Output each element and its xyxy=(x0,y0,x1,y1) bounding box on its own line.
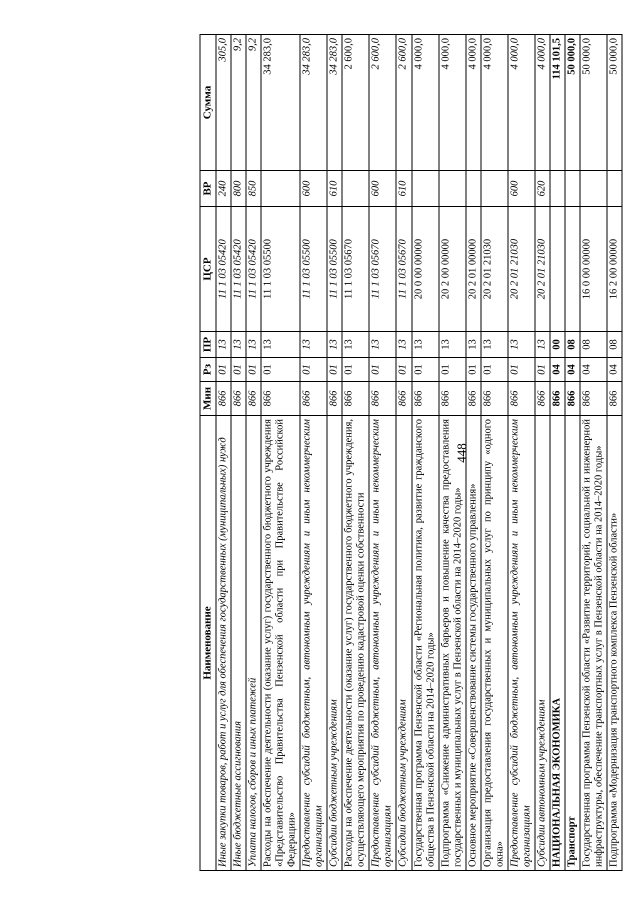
header-csr: ЦСР xyxy=(200,207,216,332)
cell-sum: 4 000,0 xyxy=(480,35,507,171)
cell-sum: 4 000,0 xyxy=(507,35,534,171)
table-header-row xyxy=(200,35,216,871)
cell-rz: 01 xyxy=(300,358,327,382)
table-row xyxy=(230,35,245,871)
cell-pr: 13 xyxy=(411,332,438,358)
cell-csr: 11 1 03 05670 xyxy=(396,207,411,332)
cell-vr xyxy=(607,171,622,207)
cell-rz: 04 xyxy=(580,358,607,382)
cell-sum: 9,2 xyxy=(245,35,260,171)
table-row xyxy=(550,35,565,871)
cell-pr: 13 xyxy=(230,332,245,358)
cell-name: Субсидии бюджетным учреждениям xyxy=(327,416,342,871)
cell-csr: 11 1 03 05670 xyxy=(342,207,369,332)
cell-sum: 2 600,0 xyxy=(369,35,396,171)
table-row xyxy=(342,35,369,871)
cell-name: Предоставление субсидий бюджетным, автономным учреждениям и иным некоммерческим организациям xyxy=(507,416,534,871)
cell-min: 866 xyxy=(396,382,411,416)
cell-vr xyxy=(342,171,369,207)
table-row xyxy=(607,35,622,871)
table-row xyxy=(507,35,534,871)
table-row xyxy=(369,35,396,871)
cell-csr: 20 2 01 21030 xyxy=(535,207,550,332)
cell-rz: 04 xyxy=(565,358,580,382)
cell-rz: 01 xyxy=(369,358,396,382)
cell-pr: 13 xyxy=(396,332,411,358)
cell-vr: 850 xyxy=(245,171,260,207)
cell-sum: 34 283,0 xyxy=(327,35,342,171)
cell-name: Субсидии бюджетным учреждениям xyxy=(396,416,411,871)
cell-min: 866 xyxy=(607,382,622,416)
cell-csr: 20 2 00 00000 xyxy=(438,207,465,332)
cell-name: Предоставление субсидий бюджетным, автономным учреждениям и иным некоммерческим организациям xyxy=(369,416,396,871)
cell-min: 866 xyxy=(260,382,299,416)
cell-csr: 20 2 01 21030 xyxy=(480,207,507,332)
cell-min: 866 xyxy=(300,382,327,416)
cell-rz: 01 xyxy=(215,358,230,382)
cell-min: 866 xyxy=(327,382,342,416)
cell-name: Государственная программа Пензенской области «Региональная политика, развитие гражданского общества в Пензенской области на 2014–2020 годы» xyxy=(411,416,438,871)
cell-vr xyxy=(260,171,299,207)
cell-min: 866 xyxy=(245,382,260,416)
cell-rz: 01 xyxy=(342,358,369,382)
cell-min: 866 xyxy=(580,382,607,416)
cell-csr: 16 0 00 00000 xyxy=(580,207,607,332)
cell-name: Подпрограмма «Снижение административных барьеров и повышение качества предоставления государственных и муниципальных услуг в Пензенской области на 2014–2020 годы» xyxy=(438,416,465,871)
cell-name: Государственная программа Пензенской области «Развитие территорий, социальной и инженерной инфраструктуры, обеспечение транспортных услуг в Пензенской области на 2014–2020 годы» xyxy=(580,416,607,871)
cell-sum: 50 000,0 xyxy=(565,35,580,171)
cell-name: Транспорт xyxy=(565,416,580,871)
cell-sum: 2 600,0 xyxy=(342,35,369,171)
page-number: 448 xyxy=(454,443,469,463)
table-row xyxy=(480,35,507,871)
cell-vr: 600 xyxy=(300,171,327,207)
cell-pr: 13 xyxy=(245,332,260,358)
cell-pr: 08 xyxy=(580,332,607,358)
cell-vr: 240 xyxy=(215,171,230,207)
cell-rz: 04 xyxy=(607,358,622,382)
table-row xyxy=(535,35,550,871)
cell-csr: 20 0 00 00000 xyxy=(411,207,438,332)
cell-sum: 4 000,0 xyxy=(535,35,550,171)
cell-rz: 01 xyxy=(438,358,465,382)
cell-vr xyxy=(465,171,480,207)
cell-sum: 50 000,0 xyxy=(580,35,607,171)
cell-pr: 13 xyxy=(480,332,507,358)
cell-sum: 114 101,5 xyxy=(550,35,565,171)
table-row xyxy=(580,35,607,871)
table-row xyxy=(465,35,480,871)
cell-csr: 16 2 00 00000 xyxy=(607,207,622,332)
header-name: Наименование xyxy=(200,416,216,871)
cell-pr: 13 xyxy=(300,332,327,358)
cell-rz: 01 xyxy=(260,358,299,382)
cell-vr: 600 xyxy=(507,171,534,207)
cell-name: Основное мероприятие «Совершенствование системы государственного управления» xyxy=(465,416,480,871)
cell-vr: 620 xyxy=(535,171,550,207)
cell-name: Расходы на обеспечение деятельности (оказание услуг) государственного бюджетного учреждения «Представительство Правительства Пензенской области при Правительстве Российской Федерации» xyxy=(260,416,299,871)
header-sum: Сумма xyxy=(200,35,216,171)
cell-rz: 01 xyxy=(507,358,534,382)
cell-pr: 08 xyxy=(565,332,580,358)
cell-min: 866 xyxy=(507,382,534,416)
table-row xyxy=(396,35,411,871)
table-row xyxy=(327,35,342,871)
header-min: Мин xyxy=(200,382,216,416)
cell-pr: 13 xyxy=(260,332,299,358)
cell-sum: 34 283,0 xyxy=(260,35,299,171)
cell-csr xyxy=(565,207,580,332)
cell-pr: 13 xyxy=(327,332,342,358)
cell-name: Уплата налогов, сборов и иных платежей xyxy=(245,416,260,871)
cell-rz: 01 xyxy=(535,358,550,382)
cell-pr: 13 xyxy=(438,332,465,358)
header-pr: ПР xyxy=(200,332,216,358)
cell-csr: 20 2 01 21030 xyxy=(507,207,534,332)
table-row xyxy=(245,35,260,871)
cell-rz: 01 xyxy=(230,358,245,382)
cell-sum: 4 000,0 xyxy=(465,35,480,171)
cell-rz: 04 xyxy=(550,358,565,382)
cell-rz: 01 xyxy=(396,358,411,382)
cell-vr xyxy=(411,171,438,207)
cell-name: Подпрограмма «Модернизация транспортного комплекса Пензенской области» xyxy=(607,416,622,871)
cell-sum: 50 000,0 xyxy=(607,35,622,171)
cell-vr xyxy=(580,171,607,207)
cell-min: 866 xyxy=(369,382,396,416)
header-rz: Рз xyxy=(200,358,216,382)
table-row xyxy=(565,35,580,871)
cell-name: Субсидии автономным учреждениям xyxy=(535,416,550,871)
cell-pr: 13 xyxy=(465,332,480,358)
cell-vr: 800 xyxy=(230,171,245,207)
cell-csr: 11 1 03 05500 xyxy=(327,207,342,332)
cell-vr xyxy=(480,171,507,207)
cell-csr: 11 1 03 05420 xyxy=(245,207,260,332)
cell-name: Организация предоставления государственных и муниципальных услуг по принципу «одного окна» xyxy=(480,416,507,871)
cell-pr: 13 xyxy=(215,332,230,358)
rotated-table-wrapper xyxy=(199,35,640,871)
cell-rz: 01 xyxy=(465,358,480,382)
cell-min: 866 xyxy=(230,382,245,416)
cell-name: Иные закупки товаров, работ и услуг для обеспечения государственных (муниципальных) нужд xyxy=(215,416,230,871)
cell-vr xyxy=(565,171,580,207)
cell-min: 866 xyxy=(215,382,230,416)
table-row xyxy=(215,35,230,871)
cell-pr: 00 xyxy=(550,332,565,358)
cell-vr xyxy=(438,171,465,207)
cell-min: 866 xyxy=(465,382,480,416)
cell-min: 866 xyxy=(565,382,580,416)
cell-vr: 600 xyxy=(369,171,396,207)
cell-min: 866 xyxy=(411,382,438,416)
table-row xyxy=(411,35,438,871)
cell-csr: 11 1 03 05500 xyxy=(260,207,299,332)
cell-sum: 34 283,0 xyxy=(300,35,327,171)
cell-rz: 01 xyxy=(327,358,342,382)
cell-sum: 4 000,0 xyxy=(438,35,465,171)
cell-min: 866 xyxy=(480,382,507,416)
cell-sum: 9,2 xyxy=(230,35,245,171)
cell-sum: 2 600,0 xyxy=(396,35,411,171)
cell-pr: 13 xyxy=(507,332,534,358)
cell-csr: 11 1 03 05670 xyxy=(369,207,396,332)
cell-csr: 11 1 03 05420 xyxy=(215,207,230,332)
cell-name: НАЦИОНАЛЬНАЯ ЭКОНОМИКА xyxy=(550,416,565,871)
cell-min: 866 xyxy=(535,382,550,416)
table-row xyxy=(300,35,327,871)
cell-rz: 01 xyxy=(411,358,438,382)
cell-min: 866 xyxy=(550,382,565,416)
cell-csr xyxy=(550,207,565,332)
cell-pr: 13 xyxy=(369,332,396,358)
cell-pr: 08 xyxy=(607,332,622,358)
table-row xyxy=(260,35,299,871)
cell-pr: 13 xyxy=(342,332,369,358)
cell-vr: 610 xyxy=(396,171,411,207)
cell-pr: 13 xyxy=(535,332,550,358)
cell-name: Предоставление субсидий бюджетным, автономным учреждениям и иным некоммерческим организациям xyxy=(300,416,327,871)
cell-csr: 20 2 01 00000 xyxy=(465,207,480,332)
cell-sum: 4 000,0 xyxy=(411,35,438,171)
cell-csr: 11 1 03 05420 xyxy=(230,207,245,332)
cell-name: Иные бюджетные ассигнования xyxy=(230,416,245,871)
cell-name: Расходы на обеспечение деятельности (оказание услуг) государственного бюджетного учреждения, осуществляющего мероприятия по проведению кадастровой оценки собственности xyxy=(342,416,369,871)
cell-rz: 01 xyxy=(245,358,260,382)
budget-table xyxy=(199,34,622,871)
cell-rz: 01 xyxy=(480,358,507,382)
cell-csr: 11 1 03 05500 xyxy=(300,207,327,332)
cell-vr: 610 xyxy=(327,171,342,207)
cell-min: 866 xyxy=(342,382,369,416)
cell-min: 866 xyxy=(438,382,465,416)
cell-vr xyxy=(550,171,565,207)
table-row xyxy=(438,35,465,871)
header-vr: ВР xyxy=(200,171,216,207)
cell-sum: 305,0 xyxy=(215,35,230,171)
